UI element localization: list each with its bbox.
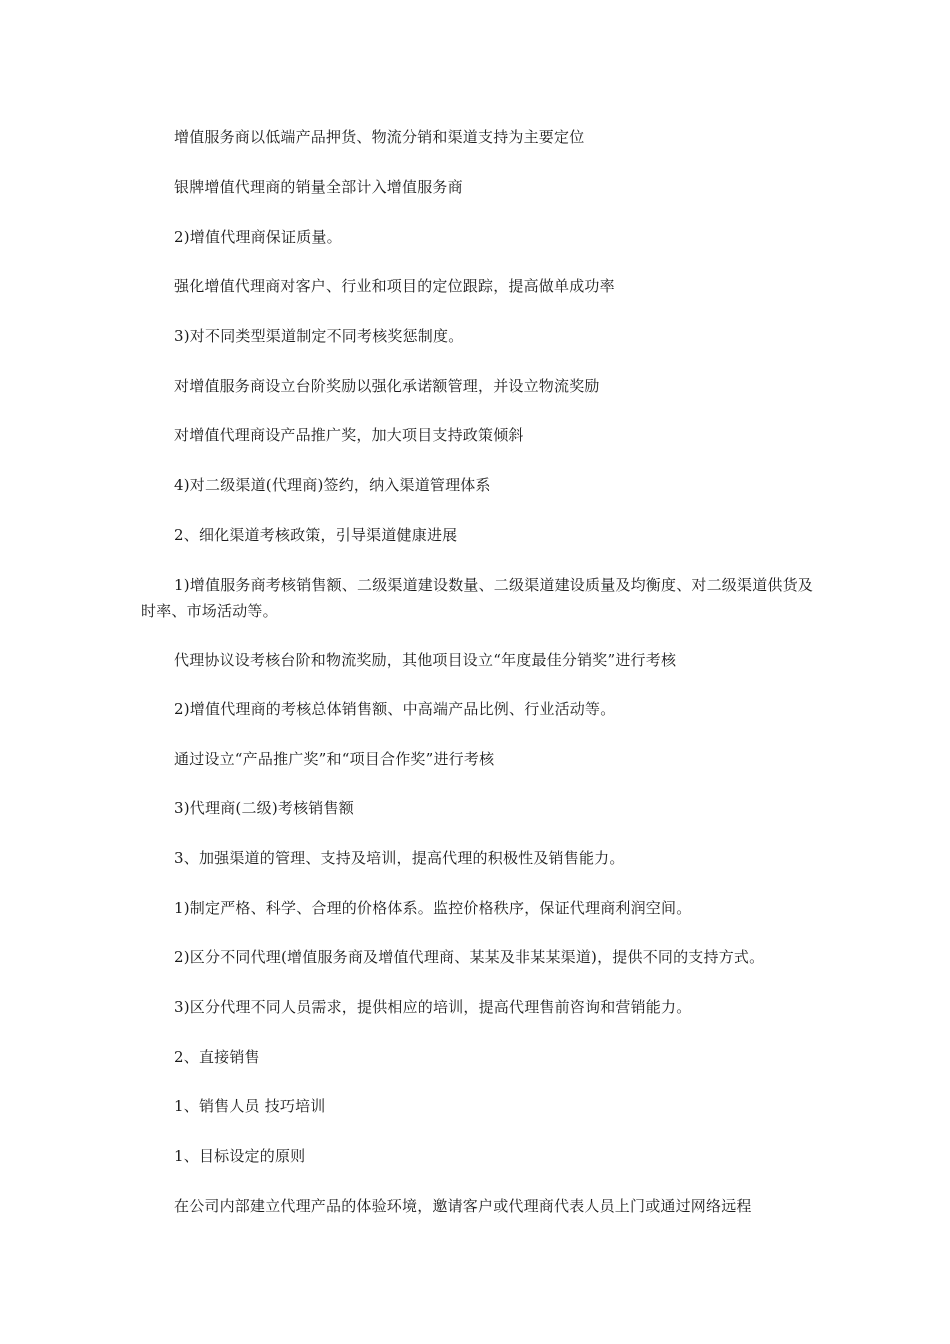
paragraph: 强化增值代理商对客户、行业和项目的定位跟踪，提高做单成功率	[174, 277, 615, 295]
paragraph: 3)对不同类型渠道制定不同考核奖惩制度。	[174, 327, 464, 345]
paragraph: 2)增值代理商的考核总体销售额、中高端产品比例、行业活动等。	[174, 700, 616, 718]
paragraph: 代理协议设考核台阶和物流奖励，其他项目设立“年度最佳分销奖”进行考核	[174, 651, 677, 669]
paragraph: 1、目标设定的原则	[174, 1147, 306, 1165]
paragraph: 3)区分代理不同人员需求，提供相应的培训，提高代理售前咨询和营销能力。	[174, 998, 692, 1016]
paragraph: 对增值代理商设产品推广奖，加大项目支持政策倾斜	[174, 426, 524, 444]
paragraph: 4)对二级渠道(代理商)签约，纳入渠道管理体系	[174, 476, 491, 494]
paragraph: 2、直接销售	[174, 1048, 260, 1066]
paragraph: 对增值服务商设立台阶奖励以强化承诺额管理，并设立物流奖励	[174, 377, 600, 395]
paragraph: 3)代理商(二级)考核销售额	[174, 799, 354, 817]
paragraph: 增值服务商以低端产品押货、物流分销和渠道支持为主要定位	[174, 128, 585, 146]
paragraph: 1、销售人员 技巧培训	[174, 1097, 326, 1115]
paragraph: 3、加强渠道的管理、支持及培训，提高代理的积极性及销售能力。	[174, 849, 625, 867]
paragraph: 在公司内部建立代理产品的体验环境，邀请客户或代理商代表人员上门或通过网络远程	[174, 1197, 752, 1215]
paragraph: 2)区分不同代理(增值服务商及增值代理商、某某及非某某渠道)，提供不同的支持方式。	[174, 948, 765, 966]
paragraph: 1)制定严格、科学、合理的价格体系。监控价格秩序，保证代理商利润空间。	[174, 899, 692, 917]
paragraph: 1)增值服务商考核销售额、二级渠道建设数量、二级渠道建设质量及均衡度、对二级渠道供货及时率、市场活动等。	[141, 576, 813, 620]
paragraph: 2、细化渠道考核政策，引导渠道健康进展	[174, 526, 458, 544]
paragraph: 银牌增值代理商的销量全部计入增值服务商	[174, 178, 463, 196]
paragraph: 通过设立“产品推广奖”和“项目合作奖”进行考核	[174, 750, 495, 768]
paragraph: 2)增值代理商保证质量。	[174, 228, 342, 246]
